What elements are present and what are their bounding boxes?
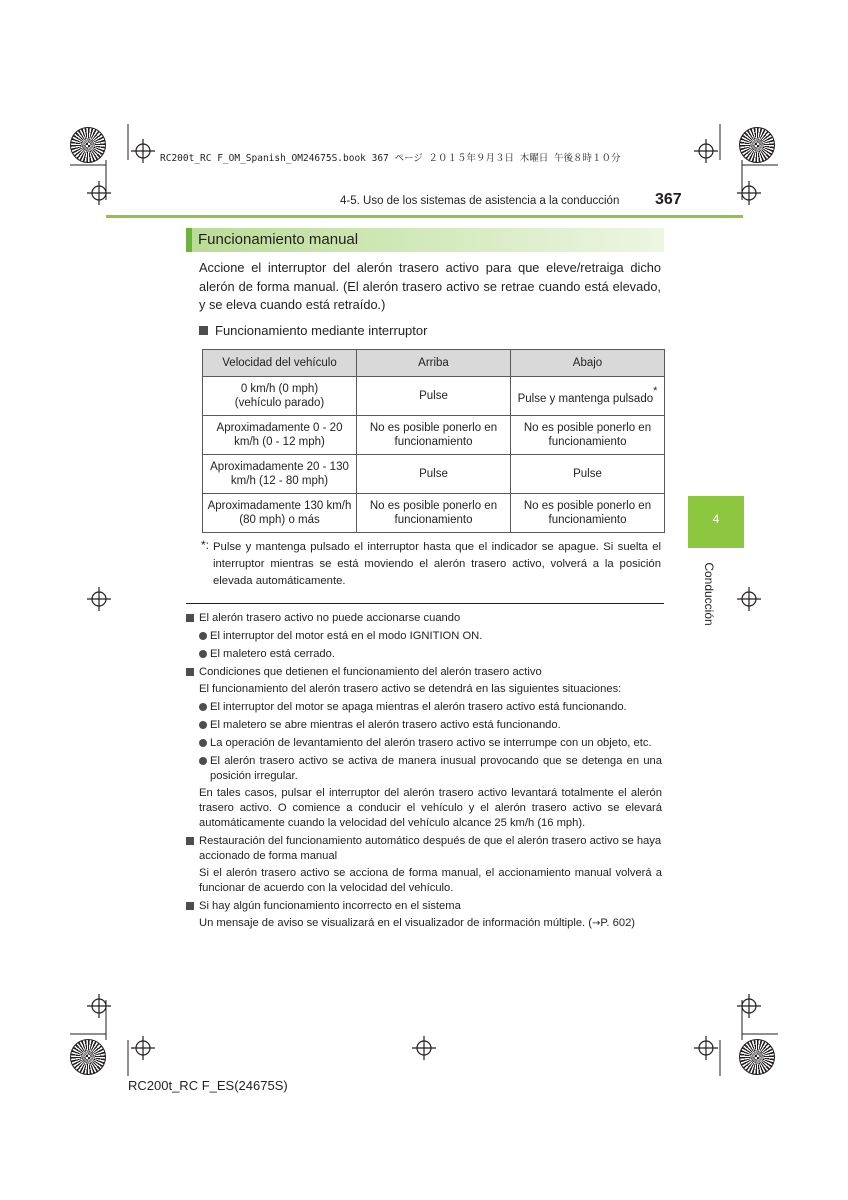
square-bullet-icon (186, 614, 194, 622)
down-cell: No es posible ponerlo en funcionamiento (511, 416, 665, 455)
up-cell: Pulse (357, 377, 511, 416)
chapter-tab[interactable] (688, 496, 744, 548)
speed-cell: Aproximadamente 130 km/h (80 mph) o más (203, 494, 357, 533)
note-heading: Restauración del funcionamiento automático después de que el alerón trasero activo se haya accionado de forma manual (186, 834, 662, 864)
table-row (203, 416, 665, 455)
list-item: El interruptor del motor se apaga mientras el alerón trasero activo está funcionando. (186, 700, 662, 715)
square-bullet-icon (186, 902, 194, 910)
down-cell: Pulse (511, 455, 665, 494)
footnote-text: Pulse y mantenga pulsado el interruptor hasta que el indicador se apague. Si suelta el interruptor mientras se está moviendo el alerón trasero activo, volverá a la posición elevada automáticamente. (213, 541, 661, 587)
speed-cell: Aproximadamente 20 - 130 km/h (12 - 80 mph) (203, 455, 357, 494)
bullet-icon (199, 739, 207, 747)
chapter-number: 4 (712, 512, 720, 526)
note-heading: Si hay algún funcionamiento incorrecto en el sistema (186, 899, 662, 914)
speed-cell: Aproximadamente 0 - 20 km/h (0 - 12 mph) (203, 416, 357, 455)
note-paragraph: Si el alerón trasero activo se acciona de forma manual, el accionamiento manual volverá a funcionar de acuerdo con la velocidad del vehículo. (199, 867, 662, 894)
bullet-icon (199, 721, 207, 729)
column-header: Arriba (357, 350, 511, 377)
note-paragraph: El funcionamiento del alerón trasero activo se detendrá en las siguientes situaciones: (199, 683, 622, 695)
section-title: Funcionamiento manual (198, 231, 359, 248)
bullet-icon (199, 632, 207, 640)
up-cell: Pulse (357, 455, 511, 494)
list-item: El maletero se abre mientras el alerón trasero activo está funcionando. (186, 718, 662, 733)
subheading-text: Funcionamiento mediante interruptor (215, 323, 428, 338)
subheading (199, 323, 427, 338)
bullet-icon (199, 703, 207, 711)
list-item: La operación de levantamiento del alerón trasero activo se interrumpe con un objeto, etc. (186, 736, 662, 751)
asterisk-mark: * (653, 384, 658, 397)
table-row (203, 377, 665, 416)
page-number: 367 (655, 191, 682, 208)
up-cell: No es posible ponerlo en funcionamiento (357, 494, 511, 533)
section-heading (186, 228, 664, 252)
table-row (203, 455, 665, 494)
list-item: El interruptor del motor está en el modo IGNITION ON. (186, 629, 662, 644)
operation-table (202, 349, 665, 533)
list-item: El maletero está cerrado. (186, 647, 662, 662)
running-head: 4-5. Uso de los sistemas de asistencia a la conducción (340, 195, 620, 207)
table-row (203, 494, 665, 533)
intro-paragraph: Accione el interruptor del alerón trasero activo para que eleve/retraiga dicho alerón de forma manual. (El alerón trasero activo se retrae cuando está elevado, y se eleva cuando está retraído.) (199, 260, 661, 312)
bullet-icon (199, 757, 207, 765)
section-divider (186, 603, 664, 604)
note-heading: El alerón trasero activo no puede accionarse cuando (186, 611, 662, 626)
column-header: Velocidad del vehículo (203, 350, 357, 377)
page-reference-link[interactable]: P. 602) (600, 917, 636, 929)
list-item: El alerón trasero activo se activa de manera inusual provocando que se detenga en una posición irregular. (186, 754, 662, 784)
footer-model-code: RC200t_RC F_ES(24675S) (128, 1078, 288, 1093)
column-header: Abajo (511, 350, 665, 377)
down-cell: Pulse y mantenga pulsado* (511, 377, 665, 416)
notes-section (186, 611, 662, 931)
square-bullet-icon (186, 837, 194, 845)
chapter-label: Conducción (702, 562, 716, 626)
table-footnote (201, 539, 661, 590)
table-header-row (203, 350, 665, 377)
note-heading: Condiciones que detienen el funcionamiento del alerón trasero activo (186, 665, 662, 680)
heading-accent-bar (186, 228, 192, 252)
note-paragraph: Un mensaje de aviso se visualizará en el visualizador de información múltiple. (→P. 602) (199, 917, 636, 929)
square-bullet-icon (186, 668, 194, 676)
down-cell: No es posible ponerlo en funcionamiento (511, 494, 665, 533)
bullet-icon (199, 650, 207, 658)
header-rule (106, 215, 743, 218)
up-cell: No es posible ponerlo en funcionamiento (357, 416, 511, 455)
footnote-mark: *: (201, 538, 210, 552)
speed-cell: 0 km/h (0 mph) (vehículo parado) (203, 377, 357, 416)
square-bullet-icon (199, 326, 208, 335)
reference-arrow-icon: → (592, 918, 601, 929)
print-file-info: RC200t_RC F_OM_Spanish_OM24675S.book 367 ページ ２０１５年９月３日 木曜日 午後８時１０分 (160, 153, 621, 164)
note-paragraph: En tales casos, pulsar el interruptor del alerón trasero activo levantará totalmente el alerón trasero activo. O comience a conducir el vehículo y el alerón trasero activo se elevará automáticamente cuando la velocidad del vehículo alcance 25 km/h (16 mph). (199, 787, 662, 829)
